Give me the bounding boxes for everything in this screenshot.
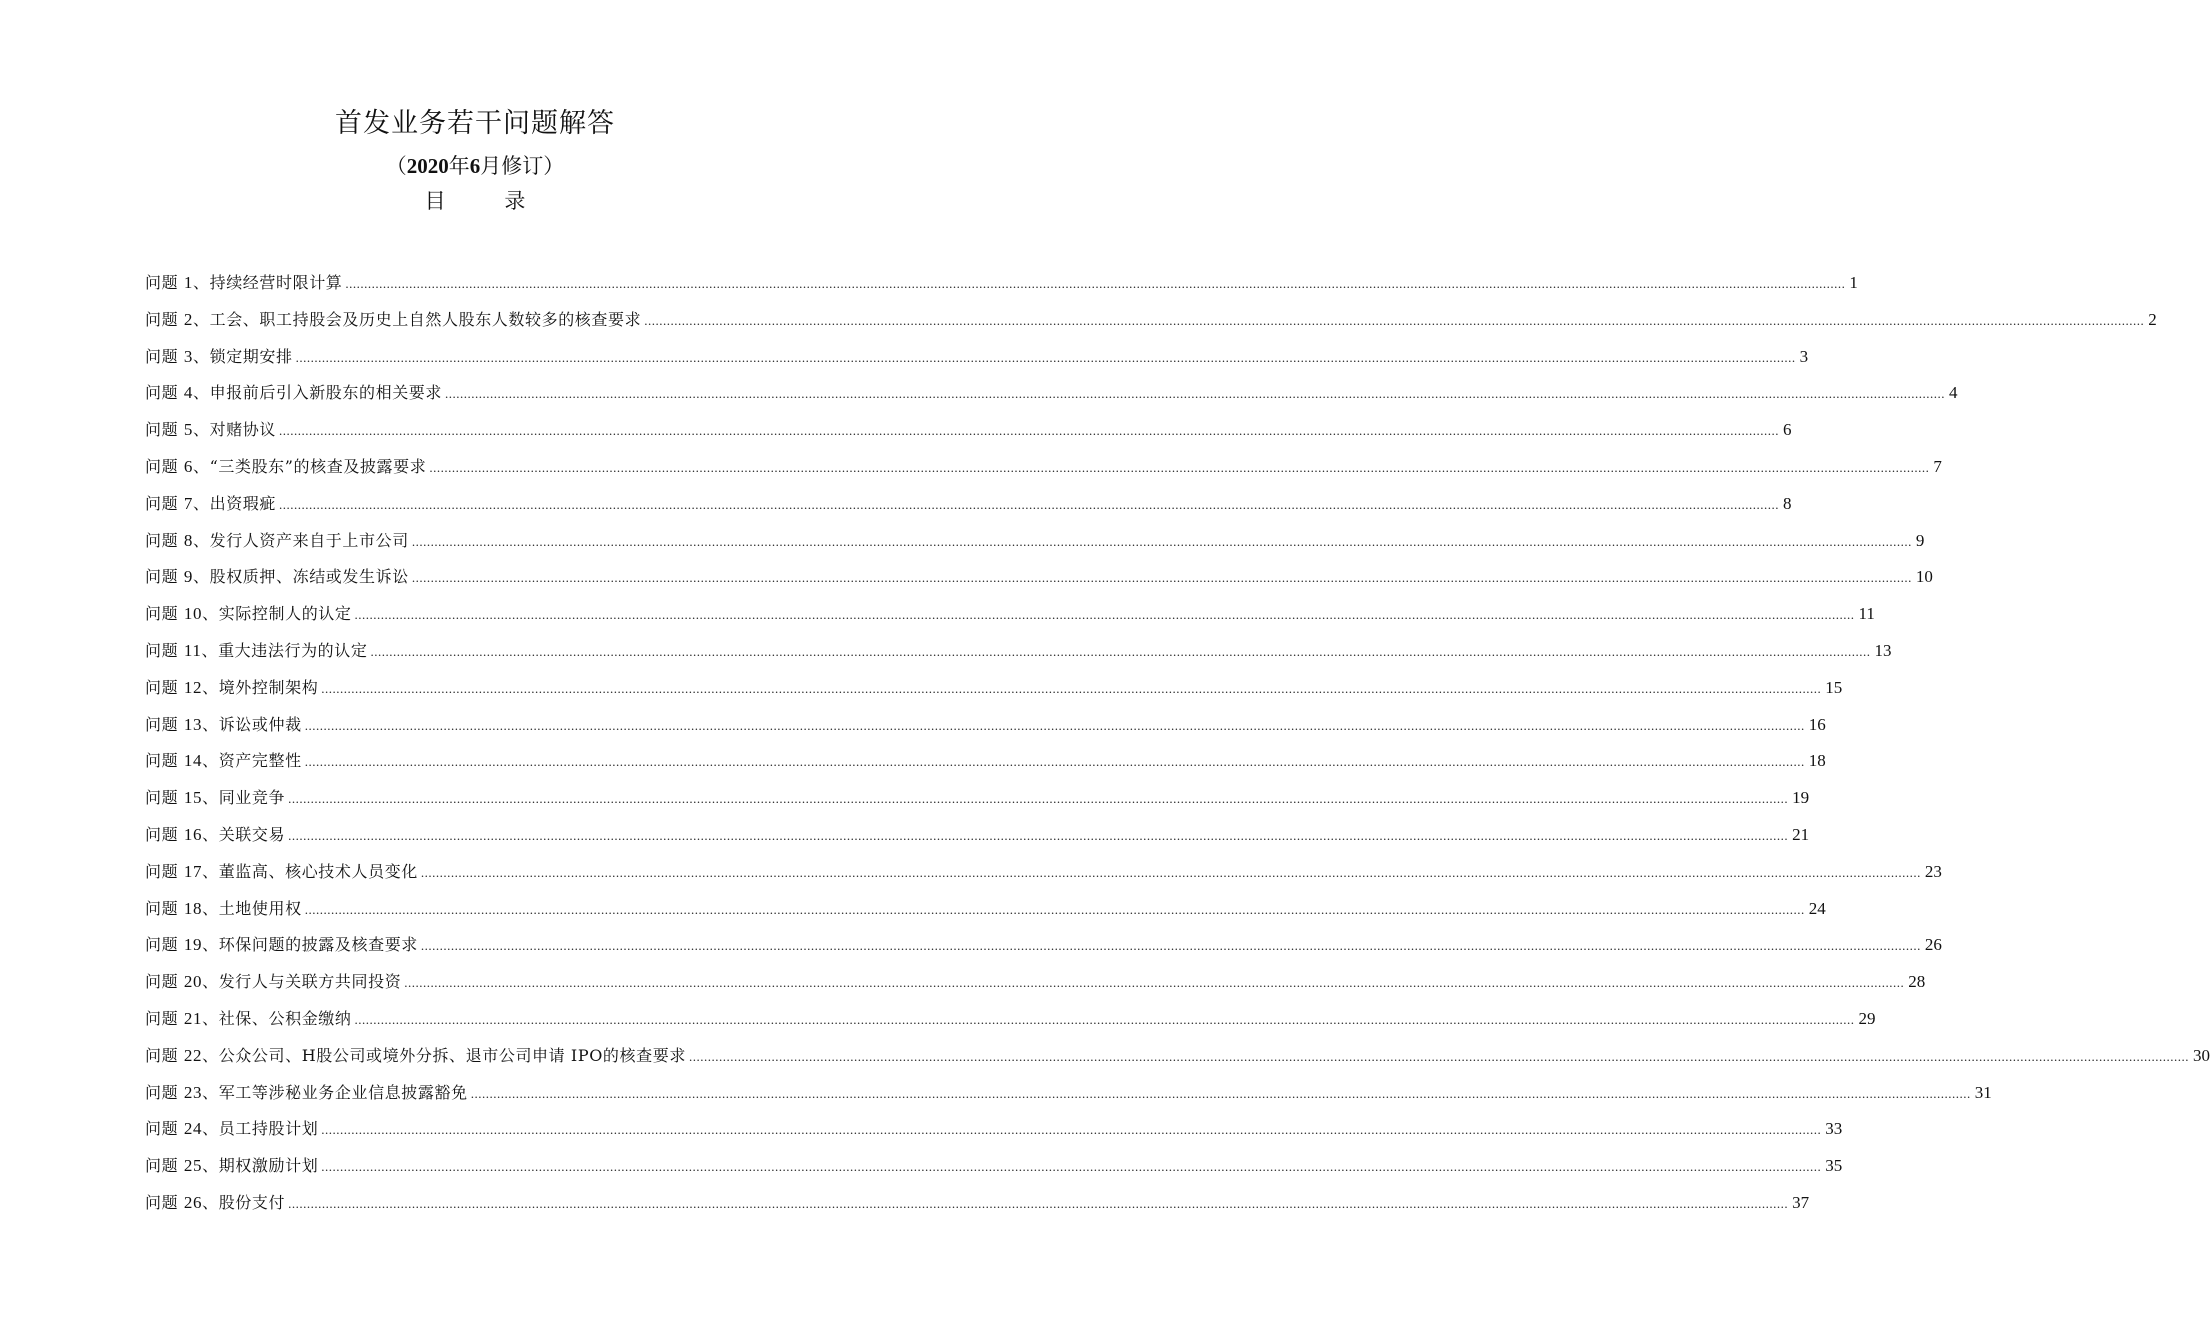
toc-entry[interactable] [145,854,1942,891]
toc-entry-page: 31 [1974,1082,1992,1102]
toc-entry-number: 18 [183,898,203,918]
toc-entry-prefix: 问题 [145,1119,179,1139]
toc-entry-number: 8 [183,530,193,550]
toc-entry-title: 、期权激励计划 [202,1156,319,1176]
table-of-contents [145,265,2210,1222]
toc-entry-title: 、诉讼或仲裁 [202,714,302,734]
dot-leader: ................................................................................................................................................................................................................................................................................................................................................................................................................ [354,1011,1855,1027]
toc-entry-prefix: 问题 [145,824,179,844]
toc-entry[interactable] [145,1111,1843,1148]
toc-entry-title: 、工会、职工持股会及历史上自然人股东人数较多的核查要求 [193,309,642,329]
toc-entry-number: 12 [183,677,203,697]
toc-entry-title: 、“三类股东”的核查及披露要求 [193,456,427,476]
toc-entry-number: 10 [183,604,203,624]
toc-entry-title: 、董监高、核心技术人员变化 [202,861,418,881]
toc-entry-label [145,1075,468,1112]
toc-entry-label [145,707,302,744]
toc-entry-page: 30 [2192,1045,2210,1065]
toc-entry-label [145,449,426,486]
toc-entry-title: 、关联交易 [202,824,286,844]
toc-entry[interactable] [145,1148,1843,1185]
toc-entry-prefix: 问题 [145,1045,179,1065]
toc-entry-label [145,633,367,670]
toc-entry[interactable] [145,449,1942,486]
toc-entry-prefix: 问题 [145,567,179,587]
toc-entry-number: 5 [183,420,193,440]
toc-entry-page: 2 [2148,309,2157,329]
document-title: 首发业务若干问题解答 [335,108,615,139]
toc-entry-prefix: 问题 [145,714,179,734]
toc-entry-prefix: 问题 [145,1156,179,1176]
toc-entry-number: 16 [183,824,203,844]
toc-entry-label [145,302,641,339]
toc-entry-prefix: 问题 [145,640,179,660]
toc-entry-title: 、公众公司、H股公司或境外分拆、退市公司申请 IPO的核查要求 [202,1045,686,1065]
toc-entry[interactable] [145,1075,1992,1112]
toc-entry-page: 23 [1924,861,1942,881]
toc-entry-number: 25 [183,1156,203,1176]
dot-leader: ................................................................................................................................................................................................................................................................................................................................................................................................................ [279,423,1780,439]
toc-entry-title: 、股权质押、冻结或发生诉讼 [193,567,409,587]
toc-entry-label [145,265,342,302]
toc-entry[interactable] [145,1185,1810,1222]
toc-entry[interactable] [145,780,1810,817]
dot-leader: ................................................................................................................................................................................................................................................................................................................................................................................................................ [470,1085,1971,1101]
toc-entry[interactable] [145,596,1875,633]
toc-entry-page: 16 [1808,714,1826,734]
dot-leader: ................................................................................................................................................................................................................................................................................................................................................................................................................ [644,312,2145,328]
toc-entry-prefix: 问题 [145,1082,179,1102]
subtitle-month: 6 [469,154,481,178]
toc-entry[interactable] [145,927,1942,964]
toc-entry-title: 、境外控制架构 [202,677,319,697]
dot-leader: ................................................................................................................................................................................................................................................................................................................................................................................................................ [321,1122,1822,1138]
toc-entry-label [145,1038,686,1075]
subtitle-year: 2020 [406,154,449,178]
toc-entry-title: 、股份支付 [202,1192,286,1212]
toc-entry-prefix: 问题 [145,309,179,329]
toc-entry-page: 29 [1858,1008,1876,1028]
toc-entry-label [145,854,418,891]
toc-entry-prefix: 问题 [145,972,179,992]
toc-entry-page: 19 [1792,788,1810,808]
toc-entry-title: 、资产完整性 [202,751,302,771]
toc-entry-number: 13 [183,714,203,734]
toc-entry-label [145,1185,285,1222]
toc-entry-title: 、实际控制人的认定 [202,604,352,624]
dot-leader: ................................................................................................................................................................................................................................................................................................................................................................................................................ [288,1195,1789,1211]
toc-entry-title: 、社保、公积金缴纳 [202,1008,352,1028]
toc-entry[interactable] [145,559,1933,596]
toc-entry-title: 、锁定期安排 [193,346,293,366]
toc-entry-number: 4 [183,383,193,403]
toc-entry-page: 10 [1915,567,1933,587]
toc-entry-label [145,780,285,817]
toc-entry-title: 、重大违法行为的认定 [201,640,368,660]
toc-entry-label [145,1148,318,1185]
dot-leader: ................................................................................................................................................................................................................................................................................................................................................................................................................ [429,459,1930,475]
dot-leader: ................................................................................................................................................................................................................................................................................................................................................................................................................ [420,938,1921,954]
toc-entry-page: 4 [1949,383,1958,403]
toc-entry-prefix: 问题 [145,677,179,697]
toc-entry-title: 、发行人资产来自于上市公司 [193,530,409,550]
toc-entry[interactable] [145,339,1809,376]
toc-entry[interactable] [145,265,1858,302]
toc-entry-label [145,486,276,523]
toc-entry[interactable] [145,375,1958,412]
toc-entry[interactable] [145,486,1792,523]
toc-entry-label [145,964,401,1001]
dot-leader: ................................................................................................................................................................................................................................................................................................................................................................................................................ [411,570,1912,586]
toc-entry[interactable] [145,412,1792,449]
toc-entry-page: 24 [1808,898,1826,918]
toc-entry[interactable] [145,523,1925,560]
toc-entry-prefix: 问题 [145,420,179,440]
toc-entry-label [145,670,318,707]
toc-entry-prefix: 问题 [145,898,179,918]
toc-entry-number: 20 [183,972,203,992]
toc-entry-page: 6 [1783,420,1792,440]
toc-entry-label [145,523,409,560]
toc-entry-page: 1 [1849,273,1858,292]
dot-leader: ................................................................................................................................................................................................................................................................................................................................................................................................................ [445,386,1946,402]
toc-entry-page: 13 [1874,640,1892,660]
dot-leader: ................................................................................................................................................................................................................................................................................................................................................................................................................ [420,864,1921,880]
toc-entry-prefix: 问题 [145,935,179,955]
toc-entry-label [145,559,409,596]
toc-entry[interactable] [145,1001,1876,1038]
toc-entry-page: 15 [1825,677,1843,697]
toc-entry-prefix: 问题 [145,1192,179,1212]
toc-entry-page: 26 [1924,935,1942,955]
toc-entry[interactable] [145,743,1826,780]
toc-entry-number: 3 [183,346,193,366]
toc-entry-number: 15 [183,788,203,808]
toc-entry[interactable] [145,964,1926,1001]
toc-entry[interactable] [145,302,2157,339]
toc-entry-page: 7 [1933,456,1942,476]
dot-leader: ................................................................................................................................................................................................................................................................................................................................................................................................................ [688,1048,2189,1064]
toc-entry-number: 23 [183,1082,203,1102]
toc-entry-page: 28 [1908,972,1926,992]
dot-leader: ................................................................................................................................................................................................................................................................................................................................................................................................................ [321,680,1822,696]
toc-entry-number: 26 [183,1192,203,1212]
toc-entry-number: 22 [183,1045,203,1065]
toc-entry-prefix: 问题 [145,530,179,550]
toc-entry-prefix: 问题 [145,493,179,513]
dot-leader: ................................................................................................................................................................................................................................................................................................................................................................................................................ [304,901,1805,917]
dot-leader: ................................................................................................................................................................................................................................................................................................................................................................................................................ [288,791,1789,807]
toc-entry[interactable] [145,1038,2210,1075]
toc-entry-number: 1 [183,273,193,292]
toc-entry-label [145,891,302,928]
toc-entry-title: 、出资瑕疵 [193,493,277,513]
toc-entry-title: 、同业竞争 [202,788,286,808]
toc-entry-label [145,412,276,449]
toc-entry-page: 3 [1799,346,1809,366]
toc-entry-number: 21 [183,1008,203,1028]
toc-entry-prefix: 问题 [145,861,179,881]
toc-entry-page: 33 [1825,1119,1843,1139]
toc-entry-title: 、申报前后引入新股东的相关要求 [193,383,443,403]
toc-entry-number: 24 [183,1119,203,1139]
toc-entry-title: 、军工等涉秘业务企业信息披露豁免 [202,1082,468,1102]
toc-entry[interactable] [145,670,1843,707]
dot-leader: ................................................................................................................................................................................................................................................................................................................................................................................................................ [288,827,1789,843]
toc-entry-number: 14 [183,751,203,771]
toc-entry-label [145,596,352,633]
toc-entry-label [145,927,418,964]
toc-entry-label [145,743,302,780]
toc-entry-number: 9 [183,567,193,587]
toc-entry-number: 2 [183,309,193,329]
dot-leader: ................................................................................................................................................................................................................................................................................................................................................................................................................ [295,349,1796,365]
toc-entry-number: 17 [183,861,203,881]
toc-entry-page: 9 [1915,530,1925,550]
subtitle-open: （ [385,154,407,178]
toc-entry-page: 35 [1825,1156,1843,1176]
toc-entry-number: 11 [183,640,202,660]
toc-entry-page: 37 [1792,1192,1810,1212]
toc-entry-prefix: 问题 [145,604,179,624]
toc-entry-number: 6 [183,456,193,476]
toc-entry[interactable] [145,891,1826,928]
toc-entry-page: 21 [1792,824,1810,844]
toc-entry-title: 、土地使用权 [202,898,302,918]
toc-entry-number: 7 [183,493,193,513]
dot-leader: ................................................................................................................................................................................................................................................................................................................................................................................................................ [304,717,1805,733]
toc-entry[interactable] [145,633,1892,670]
dot-leader: ................................................................................................................................................................................................................................................................................................................................................................................................................ [321,1159,1822,1175]
toc-entry-prefix: 问题 [145,1008,179,1028]
toc-entry-label [145,339,293,376]
toc-heading: 目 录 [424,189,552,213]
toc-entry-prefix: 问题 [145,273,179,292]
toc-entry-title: 、员工持股计划 [202,1119,319,1139]
subtitle-rest: 月修订） [480,154,565,178]
toc-entry-label [145,1001,352,1038]
dot-leader: ................................................................................................................................................................................................................................................................................................................................................................................................................ [279,496,1780,512]
subtitle-year-suffix: 年 [448,154,470,178]
dot-leader: ................................................................................................................................................................................................................................................................................................................................................................................................................ [354,607,1855,623]
toc-entry-title: 、发行人与关联方共同投资 [202,972,402,992]
toc-entry-prefix: 问题 [145,456,179,476]
toc-entry-prefix: 问题 [145,383,179,403]
toc-entry-prefix: 问题 [145,751,179,771]
dot-leader: ................................................................................................................................................................................................................................................................................................................................................................................................................ [411,533,1912,549]
toc-entry-page: 8 [1783,493,1792,513]
toc-entry-title: 、环保问题的披露及核查要求 [202,935,418,955]
toc-entry-prefix: 问题 [145,788,179,808]
toc-entry-label [145,1111,318,1148]
toc-entry[interactable] [145,817,1810,854]
dot-leader: ................................................................................................................................................................................................................................................................................................................................................................................................................ [304,754,1805,770]
toc-entry-title: 、持续经营时限计算 [193,273,343,292]
dot-leader: ................................................................................................................................................................................................................................................................................................................................................................................................................ [370,643,1871,659]
toc-entry-page: 11 [1858,604,1875,624]
toc-entry-label [145,375,442,412]
toc-entry-page: 18 [1808,751,1826,771]
toc-entry[interactable] [145,707,1826,744]
toc-entry-prefix: 问题 [145,346,179,366]
document-subtitle [0,150,950,182]
dot-leader: ................................................................................................................................................................................................................................................................................................................................................................................................................ [404,975,1905,991]
toc-entry-number: 19 [183,935,203,955]
dot-leader: ................................................................................................................................................................................................................................................................................................................................................................................................................ [345,276,1846,291]
toc-entry-label [145,817,285,854]
toc-entry-title: 、对赌协议 [193,420,277,440]
